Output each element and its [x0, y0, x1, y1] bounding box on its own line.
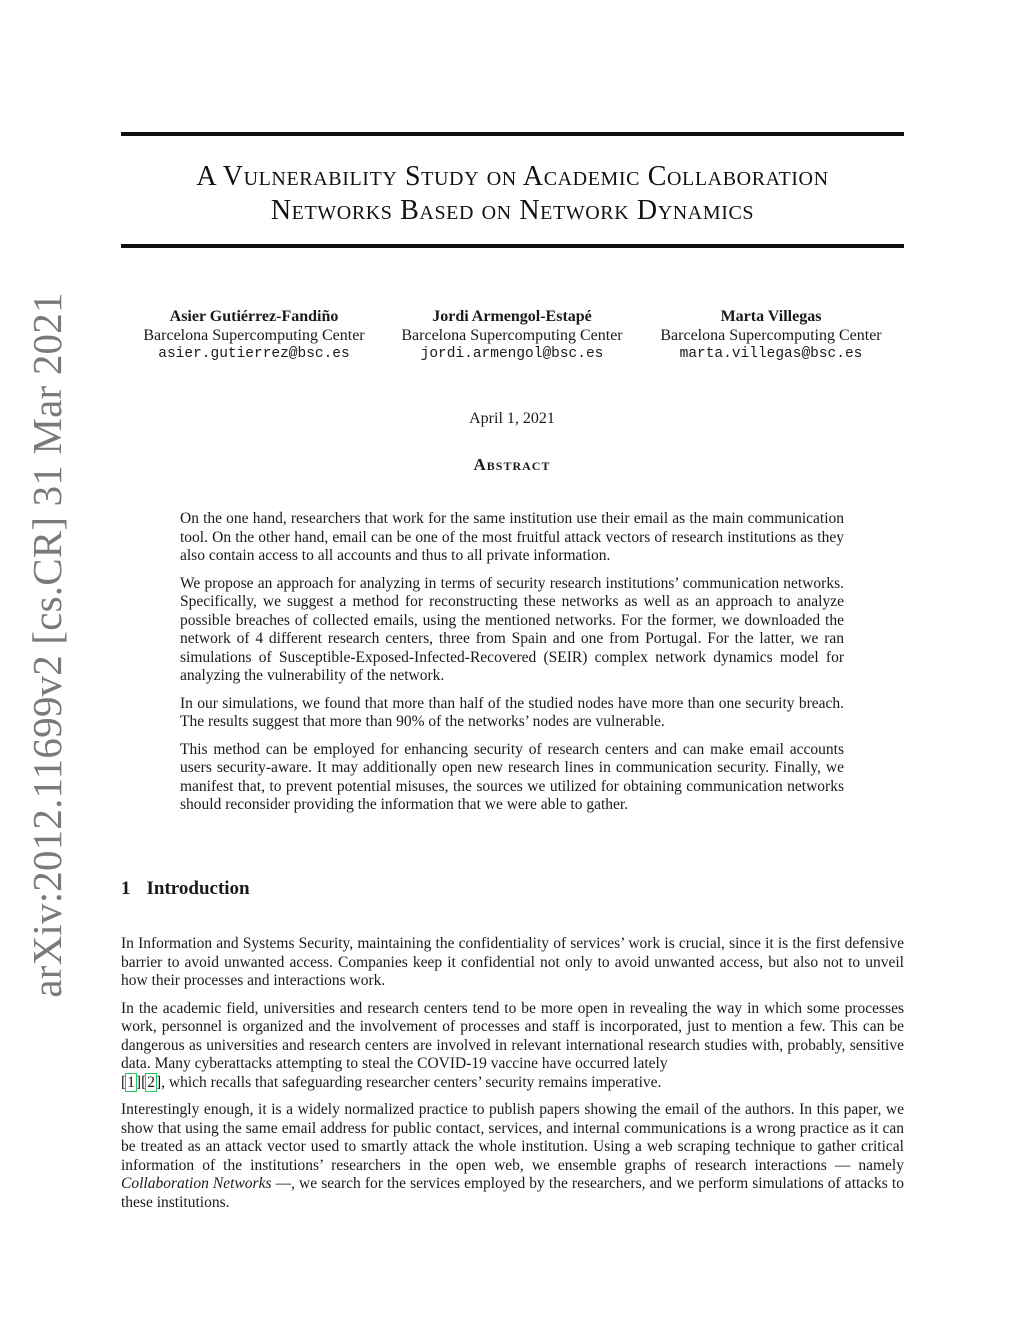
abstract-heading: Abstract	[473, 455, 551, 474]
abstract-paragraph: We propose an approach for analyzing in terms of security research institutions’ communication networks. Specifically, we suggest a method for reconstructing these networks as well as an approach to analyze possible breaches of collected emails, using the mentioned networks. For the former, we downloaded the network of 4 different research centers, three from Spain and one from Portugal. For the latter, we ran simulations of Susceptible-Exposed-Infected-Recovered (SEIR) complex network dynamics model for analyzing the vulnerability of the network.	[180, 574, 844, 684]
section-title: Introduction	[146, 878, 250, 899]
title-top-rule	[121, 132, 904, 136]
author-email[interactable]: marta.villegas@bsc.es	[679, 346, 863, 362]
paper-title-line-1: A Vulnerability Study on Academic Collaboration	[196, 161, 829, 192]
body-paragraph-text: , which recalls that safeguarding researcher centers’ security remains imperative.	[161, 1073, 662, 1091]
abstract-body	[180, 510, 844, 824]
introduction-body	[121, 935, 904, 1221]
body-paragraph: In Information and Systems Security, maintaining the confidentiality of services’ work is crucial, since it is the first defensive barrier to avoid unwanted access. Companies keep it confidential not only to avoid unwanted access, but also not to unveil how their processes and interactions work.	[121, 935, 904, 989]
title-bottom-rule	[121, 244, 904, 248]
citation-link[interactable]: 2	[147, 1073, 155, 1091]
body-paragraph	[121, 1101, 904, 1212]
author-affiliation: Barcelona Supercomputing Center	[401, 327, 623, 344]
citation-separator: ][	[135, 1073, 147, 1091]
section-number: 1	[121, 878, 131, 899]
author-name: Marta Villegas	[720, 308, 822, 325]
body-paragraph-text: —, we search for the services employed by the researchers, and we perform simulations of attacks to these institutions.	[121, 1175, 904, 1211]
section-heading-introduction	[121, 878, 250, 900]
body-paragraph-text: Interestingly enough, it is a widely normalized practice to publish papers showing the email of the authors. In this paper, we show that using the same email address for public contact, services, and internal communications is a wrong practice as it can be treated as an attack vector used to smartly attack the whole institution. Using a web scraping technique to gather critical information of the institutions’ researchers in the open web, we ensemble graphs of research interactions — namely	[121, 1101, 904, 1174]
author-list	[121, 307, 904, 367]
body-paragraph-text: In the academic field, universities and research centers tend to be more open in revealing the way in which some processes work, personnel is organized and the involvement of processes and staff is incorporated, just to mention a few. This can be dangerous as universities and research centers are involved in relevant international research studies with, probably, sensitive data. Many cyberattacks attempting to steal the COVID-19 vaccine have occurred lately	[121, 999, 904, 1072]
citation-close-bracket: ]	[156, 1073, 162, 1091]
author-block	[124, 307, 384, 364]
publication-date: April 1, 2021	[469, 410, 555, 427]
citation-open-bracket: [	[121, 1073, 127, 1091]
author-affiliation: Barcelona Supercomputing Center	[143, 327, 365, 344]
emphasized-term: Collaboration Networks	[121, 1175, 272, 1192]
author-email[interactable]: asier.gutierrez@bsc.es	[158, 346, 350, 362]
author-block	[382, 307, 642, 364]
citation-link[interactable]: 1	[127, 1073, 135, 1091]
abstract-paragraph: On the one hand, researchers that work for the same institution use their email as the main communication tool. On the other hand, email can be one of the most fruitful attack vectors of research institutions as they also contain access to all accounts and thus to all private information.	[180, 510, 844, 564]
body-paragraph	[121, 1000, 904, 1093]
author-name: Jordi Armengol-Estapé	[432, 308, 592, 325]
paper-title	[121, 160, 904, 228]
abstract-paragraph: This method can be employed for enhancing security of research centers and can make email accounts users security-aware. It may additionally open new research lines in communication security. Finally, we manifest that, to prevent potential misuses, the sources we utilized for obtaining communication networks should reconsider providing the information that we were able to gather.	[180, 740, 844, 813]
arxiv-identifier-stamp[interactable]: arXiv:2012.11699v2 [cs.CR] 31 Mar 2021	[24, 292, 70, 998]
paper-title-line-2: Networks Based on Network Dynamics	[270, 195, 755, 226]
author-email[interactable]: jordi.armengol@bsc.es	[420, 346, 604, 362]
author-block	[641, 307, 901, 364]
author-affiliation: Barcelona Supercomputing Center	[660, 327, 882, 344]
abstract-paragraph: In our simulations, we found that more than half of the studied nodes have more than one security breach. The results suggest that more than 90% of the networks’ nodes are vulnerable.	[180, 694, 844, 730]
author-name: Asier Gutiérrez-Fandiño	[169, 308, 339, 325]
